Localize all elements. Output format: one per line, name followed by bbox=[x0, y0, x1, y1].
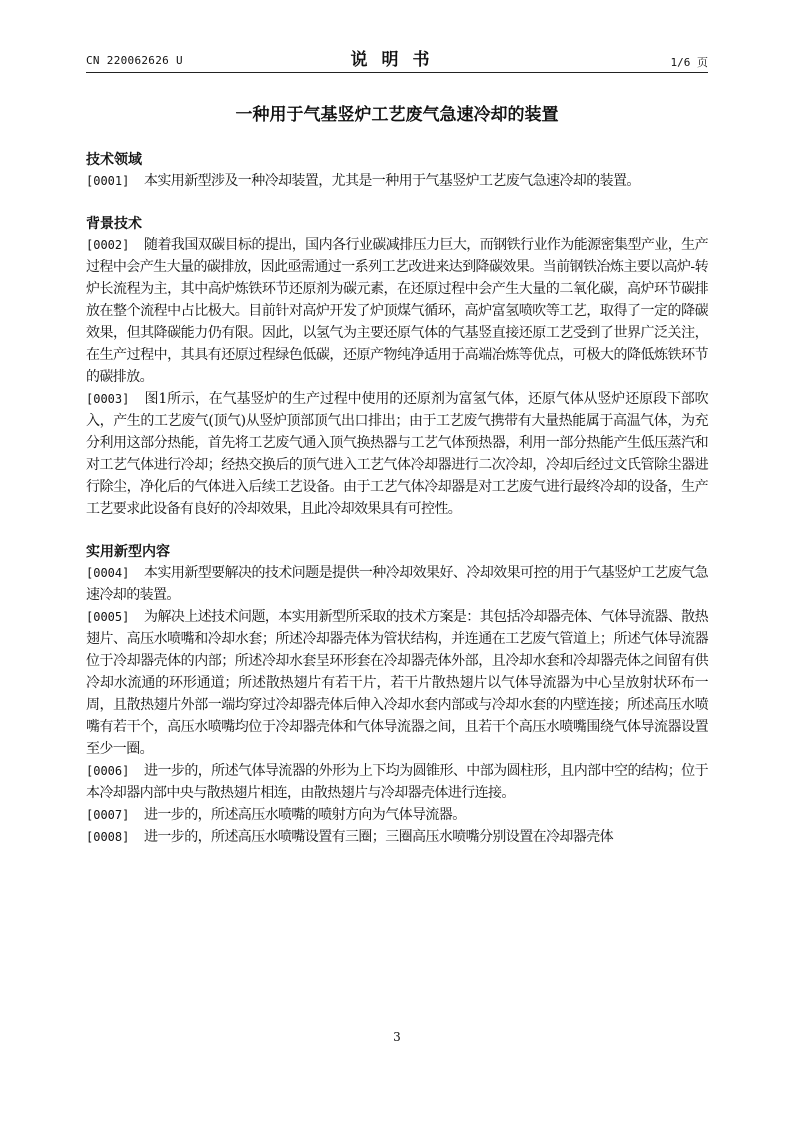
paragraph-text: 图1所示，在气基竖炉的生产过程中使用的还原剂为富氢气体，还原气体从竖炉还原段下部吹入，产生的工艺废气(顶气)从竖炉顶部顶气出口排出；由于工艺废气携带有大量热能属于高温气体，为充分利用这部分热能，首先将工艺废气通入顶气换热器与工艺气体预热器，利用一部分热能产生低压蒸汽和对工艺气体进行冷却；经热交换后的顶气进入工艺气体冷却器进行二次冷却，冷却后经过文氏管除尘器进行除尘，净化后的气体进入后续工艺设备。由于工艺气体冷却器是对工艺废气进行最终冷却的设备，生产工艺要求此设备有良好的冷却效果，且此冷却效果具有可控性。 bbox=[86, 391, 708, 517]
paragraph-text: 进一步的，所述高压水喷嘴的喷射方向为气体导流器。 bbox=[144, 807, 466, 823]
paragraph-text: 本实用新型涉及一种冷却装置，尤其是一种用于气基竖炉工艺废气急速冷却的装置。 bbox=[144, 173, 640, 189]
paragraph bbox=[86, 170, 708, 192]
paragraph bbox=[86, 388, 708, 520]
paragraph-number: [0004] bbox=[86, 566, 130, 580]
page-number: 3 bbox=[393, 1030, 401, 1044]
paragraph-text: 本实用新型要解决的技术问题是提供一种冷却效果好、冷却效果可控的用于气基竖炉工艺废气急速冷却的装置。 bbox=[86, 565, 708, 603]
section-background bbox=[86, 214, 708, 520]
header-doc-type: 说明书 bbox=[350, 50, 444, 70]
paragraph-number: [0005] bbox=[86, 610, 130, 624]
paragraph-number: [0002] bbox=[86, 238, 130, 252]
paragraph-number: [0008] bbox=[86, 830, 130, 844]
paragraph bbox=[86, 606, 708, 760]
header-page-indicator: 1/6 页 bbox=[670, 56, 708, 69]
paragraph-number: [0001] bbox=[86, 174, 130, 188]
paragraph-text: 进一步的，所述气体导流器的外形为上下均为圆锥形、中部为圆柱形，且内部中空的结构；位于本冷却器内部中央与散热翅片相连，由散热翅片与冷却器壳体进行连接。 bbox=[86, 763, 708, 801]
paragraph-text: 随着我国双碳目标的提出，国内各行业碳减排压力巨大，而钢铁行业作为能源密集型产业，生产过程中会产生大量的碳排放，因此亟需通过一系列工艺改进来达到降碳效果。当前钢铁冶炼主要以高炉-转炉长流程为主，其中高炉炼铁环节还原剂为碳元素，在还原过程中会产生大量的二氧化碳，高炉环节碳排放在整个流程中占比极大。目前针对高炉开发了炉顶煤气循环，高炉富氢喷吹等工艺，取得了一定的降碳效果，但其降碳能力仍有限。因此，以氢气为主要还原气体的气基竖直接还原工艺受到了世界广泛关注，在生产过程中，其具有还原过程绿色低碳，还原产物纯净适用于高端冶炼等优点，可极大的降低炼铁环节的碳排放。 bbox=[86, 237, 708, 385]
paragraph bbox=[86, 760, 708, 804]
header-rule bbox=[86, 72, 708, 73]
section-technical-field bbox=[86, 150, 708, 192]
paragraph-number: [0007] bbox=[86, 808, 130, 822]
document-body bbox=[86, 150, 708, 870]
paragraph bbox=[86, 804, 708, 826]
paragraph-text: 为解决上述技术问题，本实用新型所采取的技术方案是：其包括冷却器壳体、气体导流器、散热翅片、高压水喷嘴和冷却水套；所述冷却器壳体为管状结构，并连通在工艺废气管道上；所述气体导流器位于冷却器壳体的内部；所述冷却水套呈环形套在冷却器壳体外部，且冷却水套和冷却器壳体之间留有供冷却水流通的环形通道；所述散热翅片有若干片，若干片散热翅片以气体导流器为中心呈放射状环布一周，且散热翅片外部一端均穿过冷却器壳体后伸入冷却水套内部或与冷却水套的内壁连接；所述高压水喷嘴有若干个，高压水喷嘴均位于冷却器壳体和气体导流器之间，且若干个高压水喷嘴围绕气体导流器设置至少一圈。 bbox=[86, 609, 708, 757]
paragraph-number: [0003] bbox=[86, 392, 130, 406]
paragraph-number: [0006] bbox=[86, 764, 130, 778]
section-heading: 技术领域 bbox=[86, 152, 142, 168]
section-heading: 背景技术 bbox=[86, 216, 142, 232]
paragraph-text: 进一步的，所述高压水喷嘴设置有三圈；三圈高压水喷嘴分别设置在冷却器壳体 bbox=[144, 829, 613, 845]
paragraph bbox=[86, 562, 708, 606]
section-heading: 实用新型内容 bbox=[86, 544, 170, 560]
header-pub-number: CN 220062626 U bbox=[86, 54, 183, 67]
document-title: 一种用于气基竖炉工艺废气急速冷却的装置 bbox=[235, 105, 559, 125]
paragraph bbox=[86, 234, 708, 388]
section-utility-model-content bbox=[86, 542, 708, 848]
paragraph bbox=[86, 826, 708, 848]
